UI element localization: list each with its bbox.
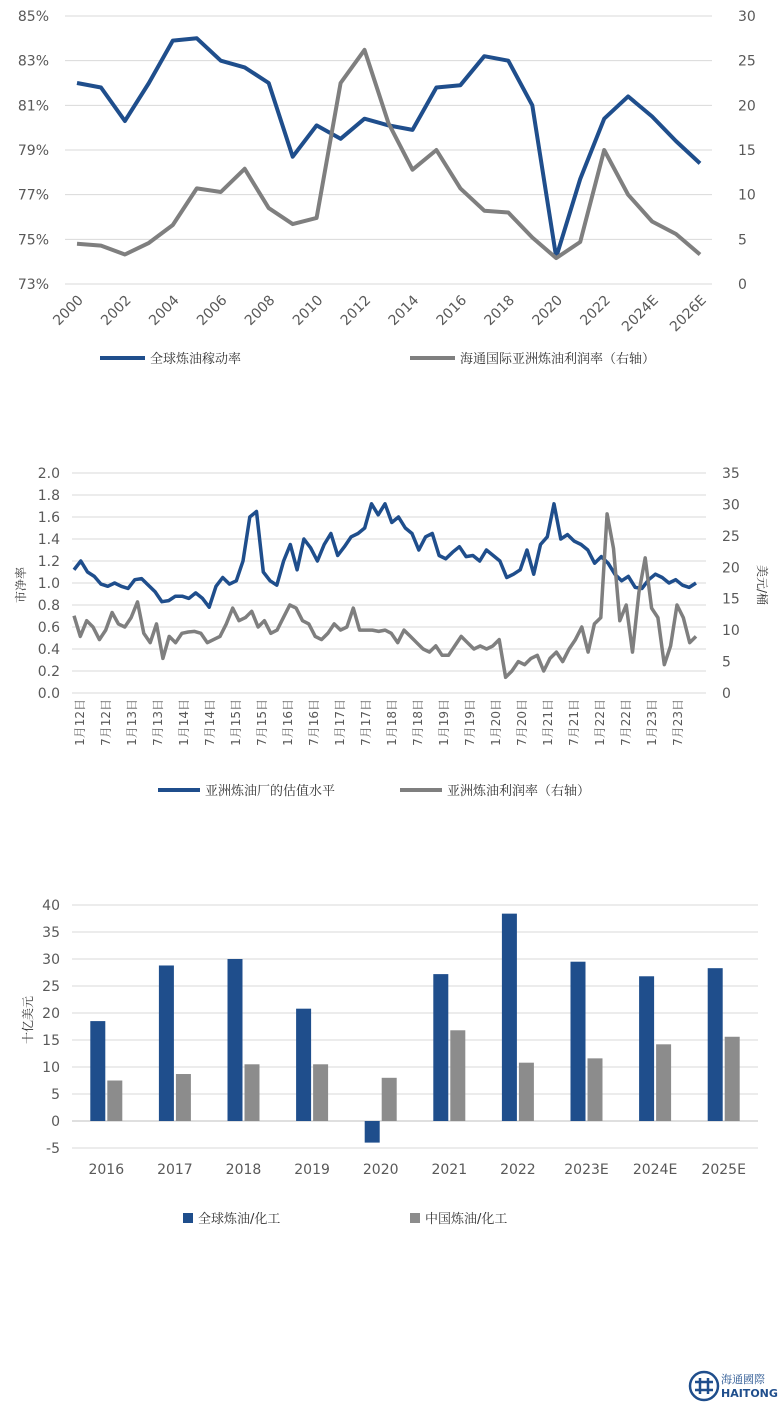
bar-china-chem — [107, 1081, 122, 1122]
bar-global-chem — [502, 914, 517, 1121]
chart3-x-tick-label: 2018 — [225, 1162, 262, 1178]
bar-global-chem — [159, 965, 174, 1121]
chart1-right-tick-label: 20 — [738, 98, 756, 115]
legend-label-china-chem: 中国炼油/化工 — [425, 1212, 508, 1227]
chart1-right-tick-label: 10 — [738, 187, 756, 204]
chart2-x-tick-label: 7月13日 — [151, 699, 166, 746]
chart2-series — [74, 504, 696, 678]
chart2-left-tick-label: 0.8 — [37, 598, 60, 614]
chart1-x-tick-label: 2026E — [666, 292, 710, 336]
legend-label-global-chem: 全球炼油/化工 — [198, 1212, 281, 1227]
chart3-tick-label: 0 — [51, 1114, 60, 1130]
chart2-right-tick-label: 5 — [722, 654, 731, 671]
chart1-x-tick-label: 2006 — [194, 292, 231, 329]
chart2-x-tick-label: 1月14日 — [177, 699, 192, 746]
bar-global-chem — [296, 1009, 311, 1121]
chart2-left-axis — [38, 466, 60, 702]
chart2-left-tick-label: 1.4 — [37, 532, 60, 548]
haitong-logo-icon — [688, 1370, 778, 1403]
chart2-x-tick-label: 7月18日 — [411, 699, 426, 746]
chart3-tick-label: 35 — [42, 925, 60, 941]
chart1-left-tick-label: 85% — [17, 9, 49, 25]
chart1-left-axis — [18, 9, 49, 293]
chart3-x-tick-label: 2022 — [500, 1162, 536, 1178]
chart1-right-axis — [738, 9, 756, 293]
chart1-right-tick-label: 0 — [738, 277, 747, 293]
chart3-x-tick-label: 2021 — [431, 1162, 468, 1178]
chart2-x-tick-label: 7月12日 — [99, 699, 114, 746]
chart2-x-tick-label: 7月20日 — [515, 699, 530, 746]
chart1-x-tick-label: 2022 — [577, 292, 614, 329]
bar-china-chem — [725, 1037, 740, 1121]
chart2-x-tick-label: 1月22日 — [593, 699, 608, 746]
chart3-bars — [90, 914, 739, 1143]
chart2-left-tick-label: 0.4 — [37, 642, 60, 658]
chart2-left-tick-label: 1.2 — [37, 554, 60, 570]
bar-china-chem — [656, 1044, 671, 1121]
bar-china-chem — [519, 1063, 534, 1121]
chart1-x-tick-label: 2004 — [146, 292, 183, 329]
valuation-margin-chart — [0, 455, 778, 805]
chart2-right-tick-label: 15 — [722, 591, 740, 608]
chart3-y-axis — [42, 898, 60, 1157]
chart2-right-tick-label: 35 — [722, 466, 740, 482]
chart1-right-tick-label: 5 — [738, 232, 747, 249]
bar-global-chem — [708, 968, 723, 1121]
bar-global-chem — [228, 959, 243, 1121]
chart1-x-tick-label: 2008 — [241, 292, 279, 329]
chart2-x-tick-label: 1月16日 — [281, 699, 296, 746]
chart3-tick-label: 20 — [42, 1006, 60, 1022]
chart2-right-tick-label: 30 — [722, 497, 740, 514]
bar-global-chem — [90, 1021, 105, 1121]
chart2-left-tick-label: 0.6 — [37, 620, 60, 636]
bar-china-chem — [588, 1058, 603, 1121]
chart2-x-tick-label: 7月16日 — [307, 699, 322, 746]
utilization-margin-chart — [0, 0, 778, 390]
chart1-left-tick-label: 79% — [17, 143, 49, 159]
chart1-right-tick-label: 30 — [738, 9, 756, 25]
chart2-x-axis — [73, 699, 685, 746]
bar-global-chem — [571, 962, 586, 1121]
chart3-x-tick-label: 2023E — [564, 1162, 609, 1178]
chart1-x-tick-label: 2002 — [98, 292, 135, 329]
chart2-legend — [158, 783, 590, 799]
chart2-x-tick-label: 1月12日 — [73, 699, 88, 746]
chart2-x-tick-label: 1月13日 — [125, 699, 140, 746]
chart1-x-axis — [50, 292, 710, 335]
bar-global-chem — [433, 974, 448, 1121]
chart2-x-tick-label: 7月14日 — [203, 699, 218, 746]
chart2-gridlines — [72, 473, 706, 693]
chart3-gridlines — [72, 905, 758, 1148]
bar-china-chem — [382, 1078, 397, 1121]
chart3-y-axis-title: 十亿美元 — [21, 995, 35, 1045]
series-line-asia-margin — [74, 514, 696, 677]
earnings-bar-chart — [0, 885, 778, 1235]
chart3-tick-label: 30 — [42, 952, 60, 968]
chart1-x-tick-label: 2000 — [50, 292, 87, 329]
chart3-x-tick-label: 2016 — [88, 1162, 125, 1178]
legend-swatch-global-chem — [183, 1213, 193, 1223]
chart2-x-tick-label: 1月21日 — [541, 699, 556, 746]
chart2-x-tick-label: 7月19日 — [463, 699, 478, 746]
chart1-x-tick-label: 2016 — [433, 292, 471, 329]
chart1-left-tick-label: 77% — [17, 187, 49, 204]
chart1-x-tick-label: 2024E — [619, 292, 662, 336]
bar-china-chem — [176, 1074, 191, 1121]
bar-global-chem — [365, 1121, 380, 1143]
legend-label-global-utilization: 全球炼油稼动率 — [150, 352, 242, 367]
logo-cn-text: 海通國際 — [721, 1373, 765, 1386]
chart2-x-tick-label: 1月23日 — [645, 699, 660, 746]
chart1-x-tick-label: 2018 — [481, 292, 519, 329]
chart2-x-tick-label: 7月23日 — [671, 699, 686, 746]
chart3-tick-label: 5 — [51, 1087, 60, 1103]
chart2-x-tick-label: 1月17日 — [333, 699, 348, 746]
legend-swatch-china-chem — [410, 1213, 420, 1223]
chart1-right-tick-label: 15 — [738, 143, 756, 159]
chart3-x-tick-label: 2020 — [362, 1162, 399, 1178]
chart2-x-tick-label: 7月21日 — [567, 699, 582, 746]
chart3-x-axis — [88, 1162, 745, 1178]
chart2-left-tick-label: 2.0 — [37, 466, 60, 482]
chart2-left-axis-title: 市净率 — [14, 566, 28, 604]
chart1-x-tick-label: 2012 — [337, 292, 375, 329]
chart1-legend — [100, 351, 655, 367]
chart3-tick-label: 40 — [42, 898, 60, 914]
chart2-right-axis — [722, 466, 740, 702]
chart1-left-tick-label: 75% — [17, 232, 49, 249]
chart2-right-tick-label: 10 — [722, 623, 740, 640]
chart2-right-tick-label: 25 — [722, 528, 740, 545]
chart2-x-tick-label: 1月18日 — [385, 699, 400, 746]
chart2-x-tick-label: 1月20日 — [489, 699, 504, 746]
chart1-series — [77, 38, 700, 258]
chart3-x-tick-label: 2019 — [294, 1162, 330, 1178]
chart1-right-tick-label: 25 — [738, 53, 756, 70]
series-line-haitong-margin — [77, 50, 700, 258]
chart2-right-axis-title: 美元/桶 — [755, 564, 769, 606]
chart2-left-tick-label: 1.6 — [37, 510, 60, 526]
bar-china-chem — [245, 1064, 260, 1121]
bar-global-chem — [639, 976, 654, 1121]
chart3-x-tick-label: 2024E — [632, 1162, 678, 1178]
chart2-x-tick-label: 7月22日 — [619, 699, 634, 746]
chart1-left-tick-label: 73% — [17, 277, 49, 293]
chart1-x-tick-label: 2014 — [385, 292, 423, 329]
chart3-x-tick-label: 2017 — [157, 1162, 193, 1178]
chart2-left-tick-label: 1.0 — [37, 576, 60, 592]
bar-china-chem — [313, 1064, 328, 1121]
chart2-right-tick-label: 0 — [722, 686, 731, 702]
chart3-tick-label: 15 — [42, 1033, 60, 1049]
chart2-left-tick-label: 1.8 — [37, 488, 60, 504]
chart3-tick-label: 10 — [42, 1060, 60, 1076]
chart2-x-tick-label: 7月17日 — [359, 699, 374, 746]
chart3-legend — [183, 1211, 507, 1227]
bar-china-chem — [450, 1030, 465, 1121]
chart2-left-tick-label: 0.2 — [37, 664, 60, 680]
chart3-tick-label: -5 — [46, 1141, 60, 1157]
chart2-x-tick-label: 7月15日 — [255, 699, 270, 746]
chart1-x-tick-label: 2010 — [289, 292, 327, 329]
chart2-x-tick-label: 1月15日 — [229, 699, 244, 746]
chart2-x-tick-label: 1月19日 — [437, 699, 452, 746]
legend-label-asia-valuation: 亚洲炼油厂的估值水平 — [205, 784, 336, 799]
chart3-x-tick-label: 2025E — [701, 1162, 746, 1178]
legend-label-haitong-margin: 海通国际亚洲炼油利润率（右轴） — [460, 352, 656, 367]
chart1-left-tick-label: 81% — [17, 98, 49, 115]
chart2-right-tick-label: 20 — [722, 560, 740, 577]
legend-label-asia-margin: 亚洲炼油利润率（右轴） — [447, 784, 591, 799]
chart3-tick-label: 25 — [42, 979, 60, 995]
chart2-left-tick-label: 0.0 — [37, 686, 60, 702]
haitong-logo — [688, 1370, 778, 1403]
chart1-left-tick-label: 83% — [17, 53, 49, 70]
logo-en-text: HAITONG — [721, 1387, 778, 1400]
chart1-x-tick-label: 2020 — [529, 292, 566, 329]
